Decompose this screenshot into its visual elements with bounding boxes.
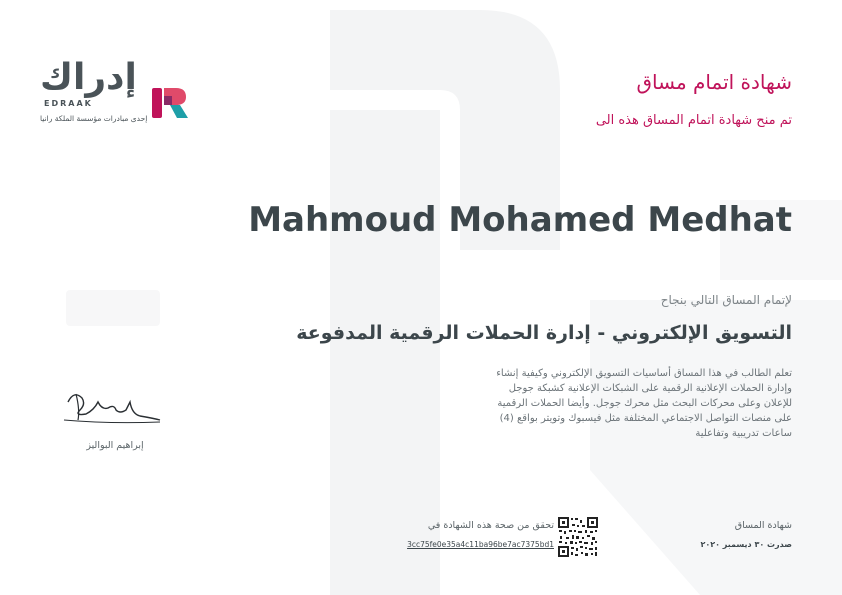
completed-label: لإتمام المساق التالي بنجاح xyxy=(660,293,792,307)
issue-label: شهادة المساق xyxy=(734,520,792,531)
signatory-name: إبراهيم البواليز xyxy=(86,440,144,451)
logo-tagline: إحدى مبادرات مؤسسة الملكة رانيا xyxy=(40,114,148,123)
course-description: تعلم الطالب في هذا المساق أساسيات التسويق الإلكتروني وكيفية إنشاء وإدارة الحملات الإعلانية الرقمية على الشبكات الإعلانية كشبكة جوجل للإعلان وعلى محركات البحث مثل محرك جوجل. وأيضا الحملات الرقمية على منصات التواصل الاجتماعي المختلفة مثل فيسبوك وتويتر بواقع (4) ساعات تدريبية وتفاعلية xyxy=(496,368,792,439)
qr-code-icon[interactable] xyxy=(557,516,599,558)
edraak-mark-icon xyxy=(150,86,190,120)
blurred-region xyxy=(66,290,160,326)
signature-block xyxy=(60,380,170,470)
handwritten-signature xyxy=(60,380,170,430)
certificate-title: شهادة اتمام مساق xyxy=(636,70,792,94)
logo-latin-text: EDRAAK xyxy=(44,99,93,108)
recipient-name: Mahmoud Mohamed Medhat xyxy=(248,200,792,240)
issue-date: صدرت ٣٠ ديسمبر ٢٠٢٠ xyxy=(700,540,792,549)
edraak-logo xyxy=(38,58,198,130)
certificate-subtitle: تم منح شهادة اتمام المساق هذه الى xyxy=(595,113,792,128)
logo-wordmark: إدراك xyxy=(40,57,137,98)
verify-label: تحقق من صحة هذه الشهادة في xyxy=(427,520,554,531)
course-title: التسويق الإلكتروني - إدارة الحملات الرقمية المدفوعة xyxy=(296,322,792,344)
verification-link[interactable]: 3cc75fe0e35a4c11ba96be7ac7375bd1 xyxy=(407,540,554,549)
